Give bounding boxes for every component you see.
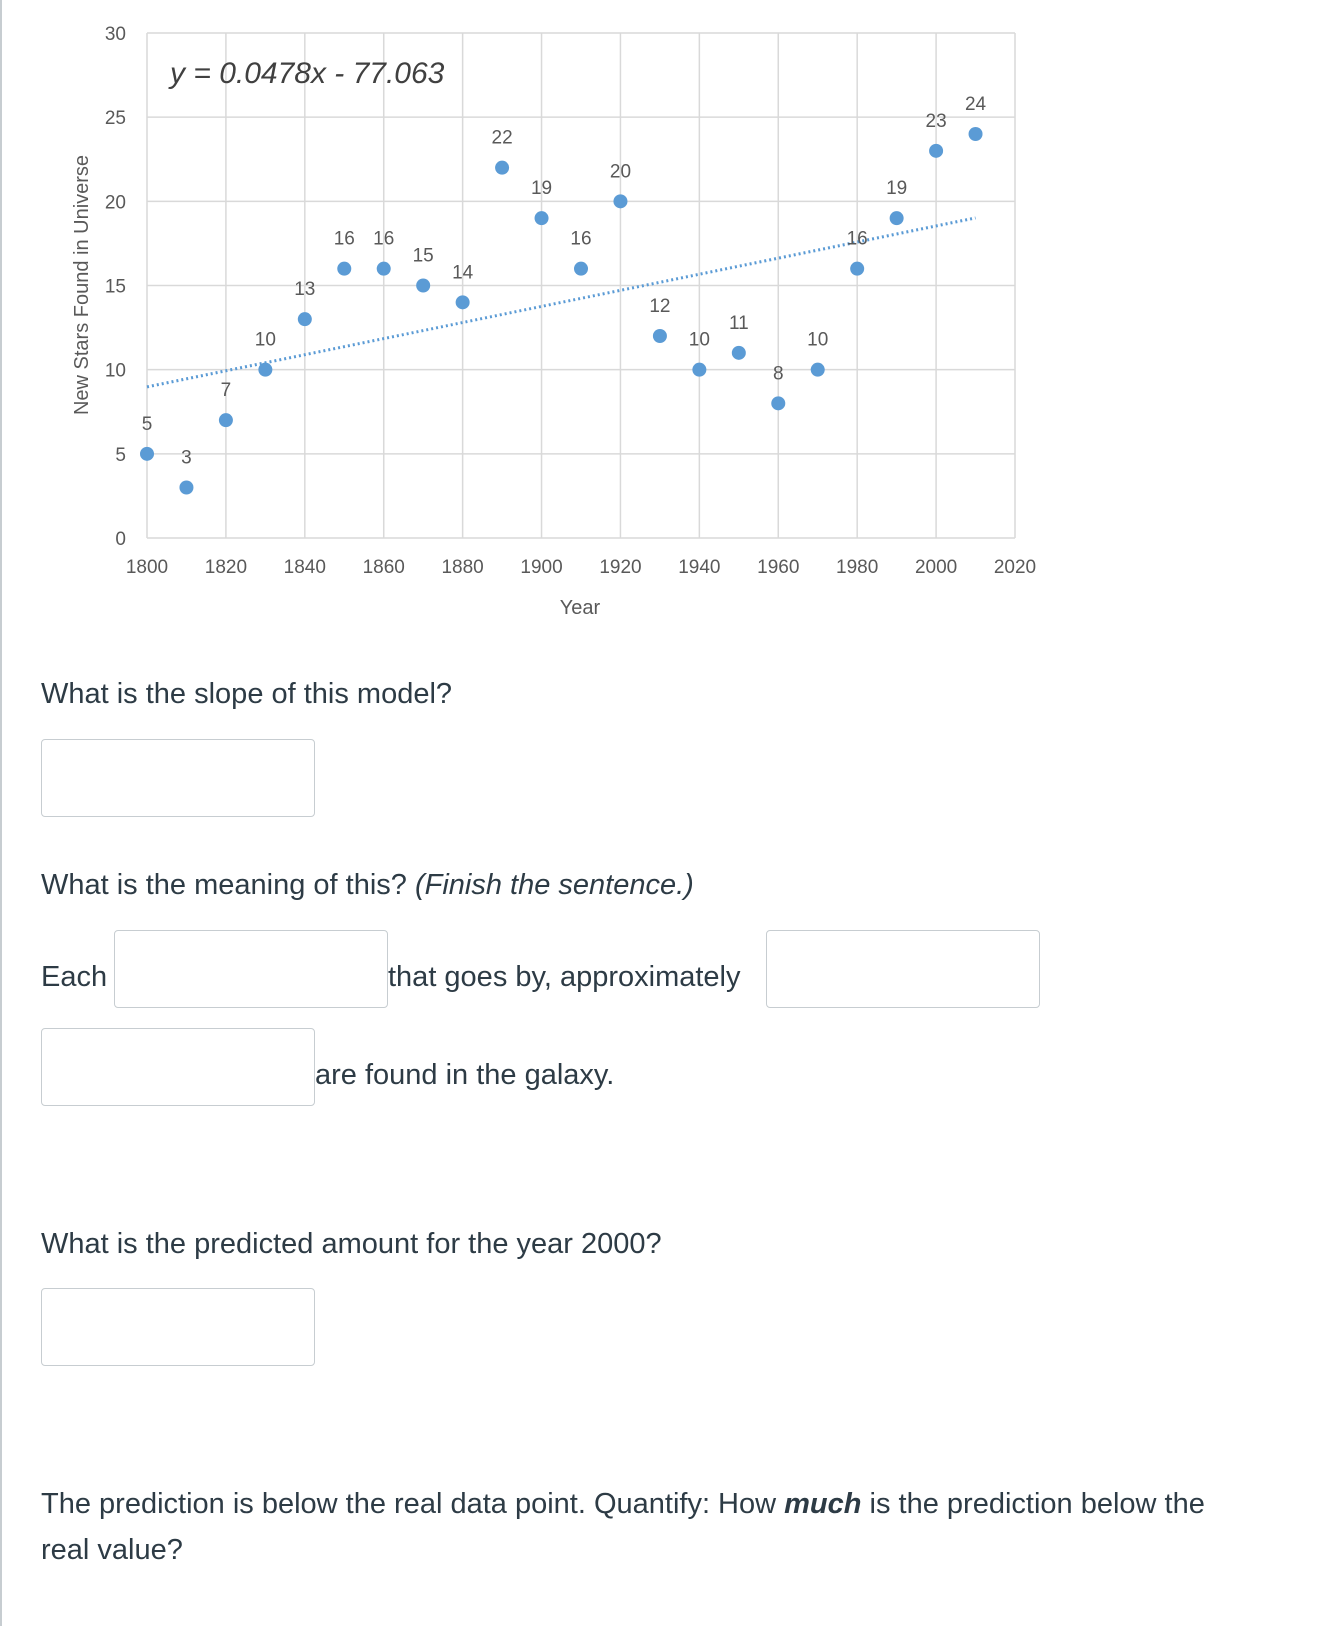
data-point: [456, 295, 470, 309]
x-axis-label: Year: [559, 597, 601, 619]
data-label: 23: [925, 110, 947, 132]
data-point: [969, 127, 983, 141]
data-point: [890, 211, 904, 225]
data-point: [613, 194, 627, 208]
x-tick-label: 1940: [678, 557, 721, 578]
data-label: 19: [530, 178, 553, 200]
y-tick-label: 5: [115, 444, 126, 466]
prediction-answer-input[interactable]: [41, 1288, 315, 1366]
x-tick-label: 1820: [204, 557, 248, 578]
data-label: 20: [609, 161, 632, 183]
data-point: [495, 161, 509, 175]
y-tick-label: 30: [104, 24, 126, 45]
slope-answer-input[interactable]: [41, 739, 315, 817]
data-point: [298, 312, 312, 326]
data-label: 12: [649, 296, 671, 317]
question-difference-emphasis: much: [784, 1488, 862, 1520]
data-label: 8: [772, 363, 784, 385]
each-unit-input[interactable]: [114, 930, 388, 1008]
data-point: [416, 279, 430, 293]
data-point: [771, 396, 785, 410]
data-label: 10: [807, 329, 829, 351]
sentence-each: Each: [41, 961, 108, 993]
x-tick-label: 1960: [757, 557, 800, 578]
question-slope: What is the slope of this model?: [41, 678, 453, 710]
chart-tick-labels: [105, 24, 1036, 578]
data-label: 16: [373, 228, 395, 250]
question-meaning-text: What is the meaning of this?: [41, 869, 407, 901]
approx-amount-input[interactable]: [766, 930, 1040, 1008]
trendline-equation: y = 0.0478x - 77.063: [170, 57, 445, 90]
x-tick-label: 1920: [599, 557, 642, 578]
data-point: [929, 144, 943, 158]
data-label: 10: [254, 329, 276, 351]
chart-gridlines: [147, 33, 1015, 538]
question-difference-part1: The prediction is below the real data point. Quantify: How: [41, 1488, 777, 1520]
data-point: [535, 211, 549, 225]
data-label: 24: [964, 94, 987, 115]
x-tick-label: 2020: [993, 557, 1037, 578]
data-point: [653, 329, 667, 343]
y-tick-label: 10: [104, 360, 126, 382]
chart-data-labels: [142, 94, 987, 469]
scatter-chart: [0, 0, 1340, 640]
x-tick-label: 1800: [125, 557, 169, 578]
x-tick-label: 1980: [836, 557, 879, 578]
x-tick-label: 1840: [283, 557, 326, 578]
question-difference: [41, 1484, 1205, 1524]
y-tick-label: 25: [104, 108, 126, 130]
y-tick-label: 0: [115, 529, 126, 550]
data-label: 16: [570, 228, 592, 250]
data-point: [337, 262, 351, 276]
sentence-middle: that goes by, approximately: [388, 961, 741, 993]
data-label: 19: [886, 178, 908, 200]
y-tick-label: 20: [104, 192, 126, 214]
chart-points: [140, 127, 983, 495]
data-label: 7: [220, 380, 232, 402]
data-label: 15: [412, 245, 434, 267]
data-label: 11: [728, 312, 749, 334]
data-point: [377, 262, 391, 276]
x-tick-label: 2000: [914, 557, 958, 578]
found-unit-input[interactable]: [41, 1028, 315, 1106]
data-label: 14: [452, 262, 474, 284]
x-tick-label: 1900: [520, 557, 563, 578]
data-point: [850, 262, 864, 276]
data-point: [179, 481, 193, 495]
data-point: [219, 413, 233, 427]
data-label: 16: [846, 228, 868, 250]
y-tick-label: 15: [104, 276, 126, 298]
question-meaning: [41, 865, 694, 905]
question-prediction: What is the predicted amount for the year 2000?: [41, 1228, 662, 1260]
data-point: [574, 262, 588, 276]
data-label: 10: [688, 329, 710, 351]
question-difference-line2: real value?: [41, 1534, 183, 1566]
data-label: 3: [181, 447, 192, 469]
data-label: 22: [491, 127, 513, 149]
data-point: [811, 363, 825, 377]
question-meaning-hint: (Finish the sentence.): [414, 869, 694, 901]
data-point: [140, 447, 154, 461]
data-label: 16: [333, 228, 355, 250]
data-point: [258, 363, 272, 377]
data-point: [732, 346, 746, 360]
x-tick-label: 1860: [362, 557, 405, 578]
data-point: [692, 363, 706, 377]
data-label: 13: [294, 279, 316, 301]
sentence-end: are found in the galaxy.: [315, 1059, 615, 1091]
question-difference-part2: is the prediction below the: [869, 1488, 1205, 1520]
y-axis-label: New Stars Found in Universe: [71, 154, 93, 416]
x-tick-label: 1880: [441, 557, 484, 578]
data-label: 5: [141, 413, 153, 435]
